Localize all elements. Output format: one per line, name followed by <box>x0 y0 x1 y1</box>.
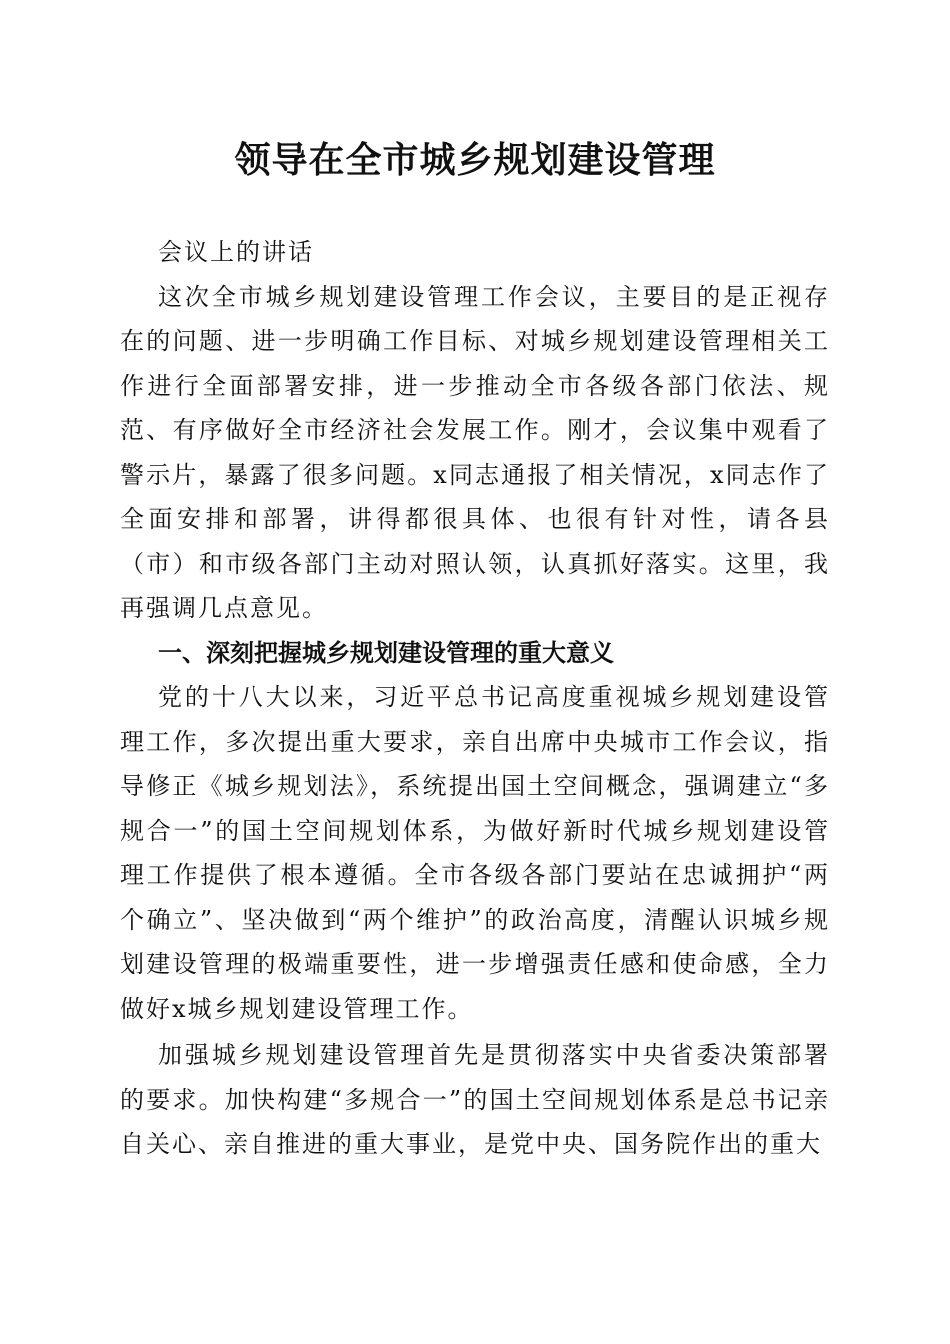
paragraph: 党的十八大以来，习近平总书记高度重视城乡规划建设管理工作，多次提出重大要求，亲自出席中央城市工作会议，指导修正《城乡规划法》，系统提出国土空间概念，强调建立“多规合一”的国土空间规划体系，为做好新时代城乡规划建设管理工作提供了根本遵循。全市各级各部门要站在忠诚拥护“两个确立”、坚决做到“两个维护”的政治高度，清醒认识城乡规划建设管理的极端重要性，进一步增强责任感和使命感，全力做好x城乡规划建设管理工作。 <box>120 683 830 1023</box>
document-title: 领导在全市城乡规划建设管理 <box>234 139 716 181</box>
paragraph: 这次全市城乡规划建设管理工作会议，主要目的是正视存在的问题、进一步明确工作目标、对城乡规划建设管理相关工作进行全面部署安排，进一步推动全市各级各部门依法、规范、有序做好全市经济社会发展工作。刚才，会议集中观看了警示片，暴露了很多问题。x同志通报了相关情况，x同志作了全面安排和部署，讲得都很具体、也很有针对性，请各县（市）和市级各部门主动对照认领，认真抓好落实。这里，我再强调几点意见。 <box>120 282 830 622</box>
paragraph: 加强城乡规划建设管理首先是贯彻落实中央省委决策部署的要求。加快构建“多规合一”的国土空间规划体系是总书记亲自关心、亲自推进的重大事业，是党中央、国务院作出的重大 <box>120 1041 830 1158</box>
document-body <box>120 230 830 1167</box>
section-heading: 一、深刻把握城乡规划建设管理的重大意义 <box>158 638 614 667</box>
paragraph: 会议上的讲话 <box>158 238 314 266</box>
